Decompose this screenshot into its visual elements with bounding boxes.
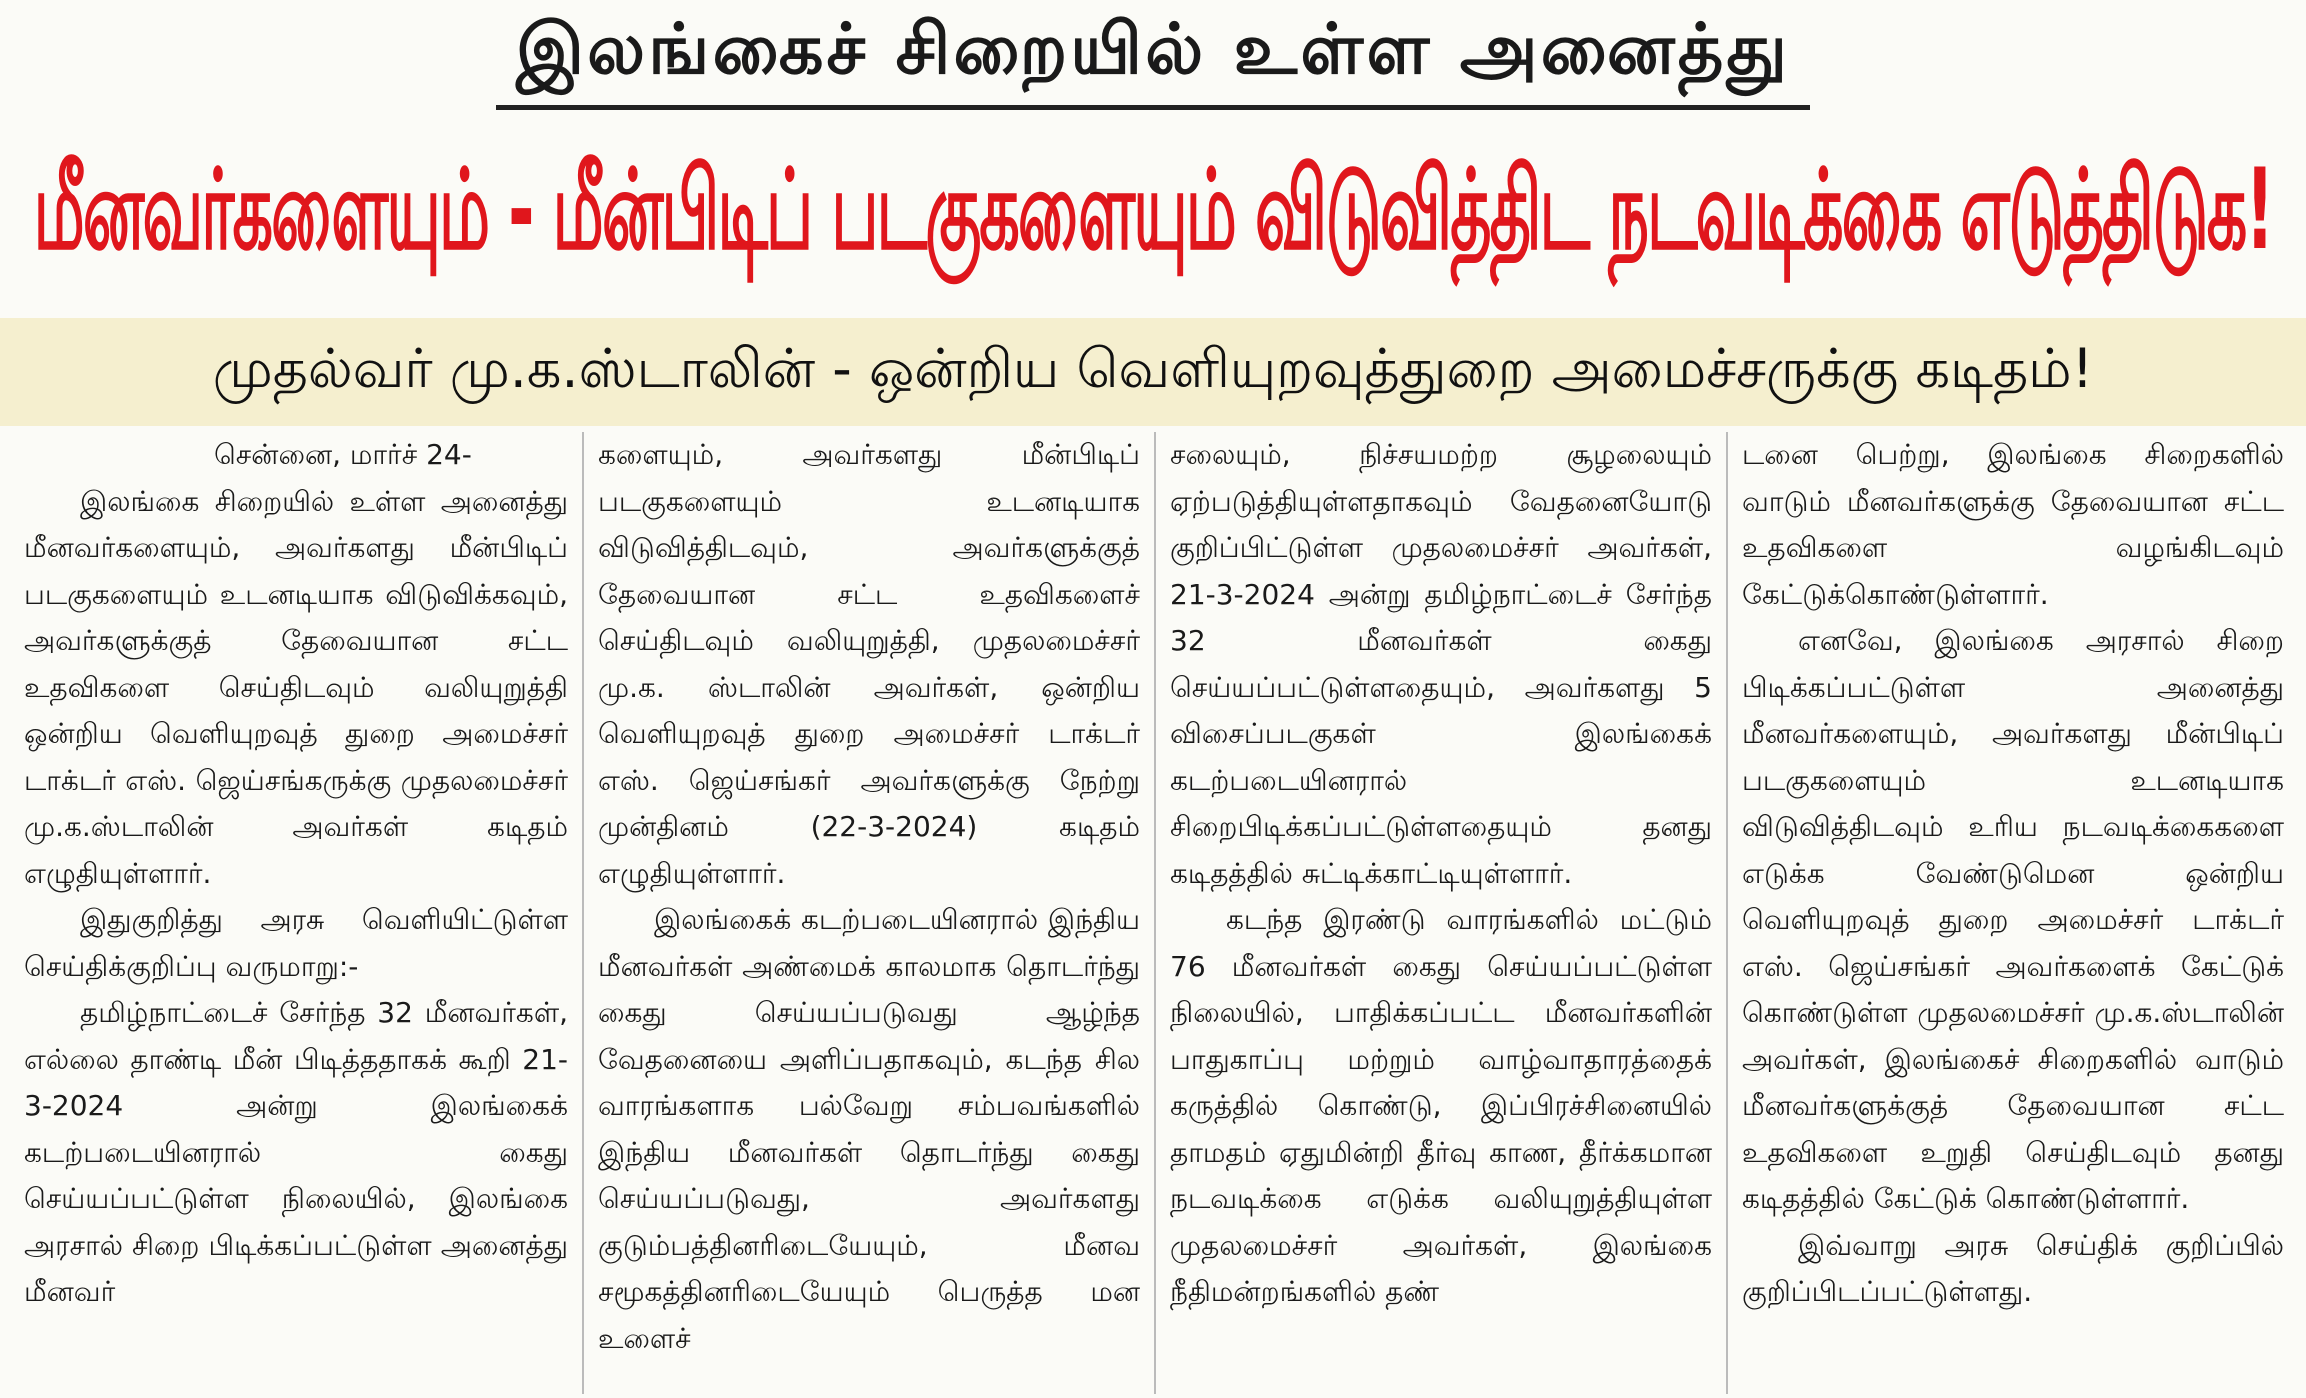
subheadline: முதல்வர் மு.க.ஸ்டாலின் - ஒன்றிய வெளியுறவுத்துறை அமைச்சருக்கு கடிதம்!: [212, 336, 2094, 400]
article-column-2: [582, 432, 1154, 1394]
paragraph: தமிழ்நாட்டைச் சேர்ந்த 32 மீனவர்கள், எல்லை தாண்டி மீன் பிடித்ததாகக் கூறி 21-3-2024 அன்று இலங்கைக் கடற்படையினரால் கைது செய்யப்பட்டுள்ள நிலையில், இலங்கை அரசால் சிறை பிடிக்கப்பட்டுள்ள அனைத்து மீனவர்: [24, 996, 568, 1308]
article-body: [10, 432, 2300, 1394]
article-column-3: [1154, 432, 1726, 1394]
dateline: சென்னை, மார்ச் 24-: [214, 438, 472, 471]
paragraph: கடந்த இரண்டு வாரங்களில் மட்டும் 76 மீனவர்கள் கைது செய்யப்பட்டுள்ள நிலையில், பாதிக்கப்பட்ட மீனவர்களின் பாதுகாப்பு மற்றும் வாழ்வாதாரத்தைக் கருத்தில் கொண்டு, இப்பிரச்சினையில் தாமதம் ஏதுமின்றி தீர்வு காண, தீர்க்கமான நடவடிக்கை எடுக்க வலியுறுத்தியுள்ள முதலமைச்சர் அவர்கள், இலங்கை நீதிமன்றங்களில் தண்: [1170, 903, 1712, 1308]
headline-top: [0, 0, 2306, 118]
article-column-4: [1726, 432, 2298, 1394]
headline-line1: இலங்கைச் சிறையில் உள்ள அனைத்து: [496, 8, 1810, 110]
paragraph: இவ்வாறு அரசு செய்திக் குறிப்பில் குறிப்பிடப்பட்டுள்ளது.: [1742, 1228, 2284, 1308]
article-column-1: [10, 432, 582, 1394]
headline-line2: மீனவர்களையும் - மீன்பிடிப் படகுகளையும் விடுவித்திட நடவடிக்கை எடுத்திடுக!: [33, 144, 2273, 274]
paragraph: களையும், அவர்களது மீன்பிடிப் படகுகளையும் உடனடியாக விடுவித்திடவும், அவர்களுக்குத் தேவையான சட்ட உதவிகளைச் செய்திடவும் வலியுறுத்தி, முதலமைச்சர் மு.க. ஸ்டாலின் அவர்கள், ஒன்றிய வெளியுறவுத் துறை அமைச்சர் டாக்டர் எஸ். ஜெய்சங்கர் அவர்களுக்கு நேற்று முன்தினம் (22-3-2024) கடிதம் எழுதியுள்ளார்.: [598, 438, 1140, 890]
subheadline-band: [0, 318, 2306, 426]
headline-main: [0, 122, 2306, 312]
paragraph: சலையும், நிச்சயமற்ற சூழலையும் ஏற்படுத்தியுள்ளதாகவும் வேதனையோடு குறிப்பிட்டுள்ள முதலமைச்சர் அவர்கள், 21-3-2024 அன்று தமிழ்நாட்டைச் சேர்ந்த 32 மீனவர்கள் கைது செய்யப்பட்டுள்ளதையும், அவர்களது 5 விசைப்படகுகள் இலங்கைக் கடற்படையினரால் சிறைபிடிக்கப்பட்டுள்ளதையும் தனது கடிதத்தில் சுட்டிக்காட்டியுள்ளார்.: [1170, 438, 1712, 890]
paragraph: எனவே, இலங்கை அரசால் சிறை பிடிக்கப்பட்டுள்ள அனைத்து மீனவர்களையும், அவர்களது மீன்பிடிப் படகுகளையும் உடனடியாக விடுவித்திடவும் உரிய நடவடிக்கைகளை எடுக்க வேண்டுமென ஒன்றிய வெளியுறவுத் துறை அமைச்சர் டாக்டர் எஸ். ஜெய்சங்கர் அவர்களைக் கேட்டுக் கொண்டுள்ள முதலமைச்சர் மு.க.ஸ்டாலின் அவர்கள், இலங்கைச் சிறைகளில் வாடும் மீனவர்களுக்குத் தேவையான சட்ட உதவிகளை உறுதி செய்திடவும் தனது கடிதத்தில் கேட்டுக் கொண்டுள்ளார்.: [1742, 624, 2284, 1215]
paragraph: இலங்கைக் கடற்படையினரால் இந்திய மீனவர்கள் அண்மைக் காலமாக தொடர்ந்து கைது செய்யப்படுவது ஆழ்ந்த வேதனையை அளிப்பதாகவும், கடந்த சில வாரங்களாக பல்வேறு சம்பவங்களில் இந்திய மீனவர்கள் தொடர்ந்து கைது செய்யப்படுவது, அவர்களது குடும்பத்தினரிடையேயும், மீனவ சமூகத்தினரிடையேயும் பெருத்த மன உளைச்: [598, 903, 1140, 1355]
paragraph: இதுகுறித்து அரசு வெளியிட்டுள்ள செய்திக்குறிப்பு வருமாறு:-: [24, 903, 568, 983]
paragraph: டனை பெற்று, இலங்கை சிறைகளில் வாடும் மீனவர்களுக்கு தேவையான சட்ட உதவிகளை வழங்கிடவும் கேட்டுக்கொண்டுள்ளார்.: [1742, 438, 2284, 611]
paragraph: இலங்கை சிறையில் உள்ள அனைத்து மீனவர்களையும், அவர்களது மீன்பிடிப் படகுகளையும் உடனடியாக விடுவிக்கவும், அவர்களுக்குத் தேவையான சட்ட உதவிகளை செய்திடவும் வலியுறுத்தி ஒன்றிய வெளியுறவுத் துறை அமைச்சர் டாக்டர் எஸ். ஜெய்சங்கருக்கு முதலமைச்சர் மு.க.ஸ்டாலின் அவர்கள் கடிதம் எழுதியுள்ளார்.: [24, 484, 568, 890]
